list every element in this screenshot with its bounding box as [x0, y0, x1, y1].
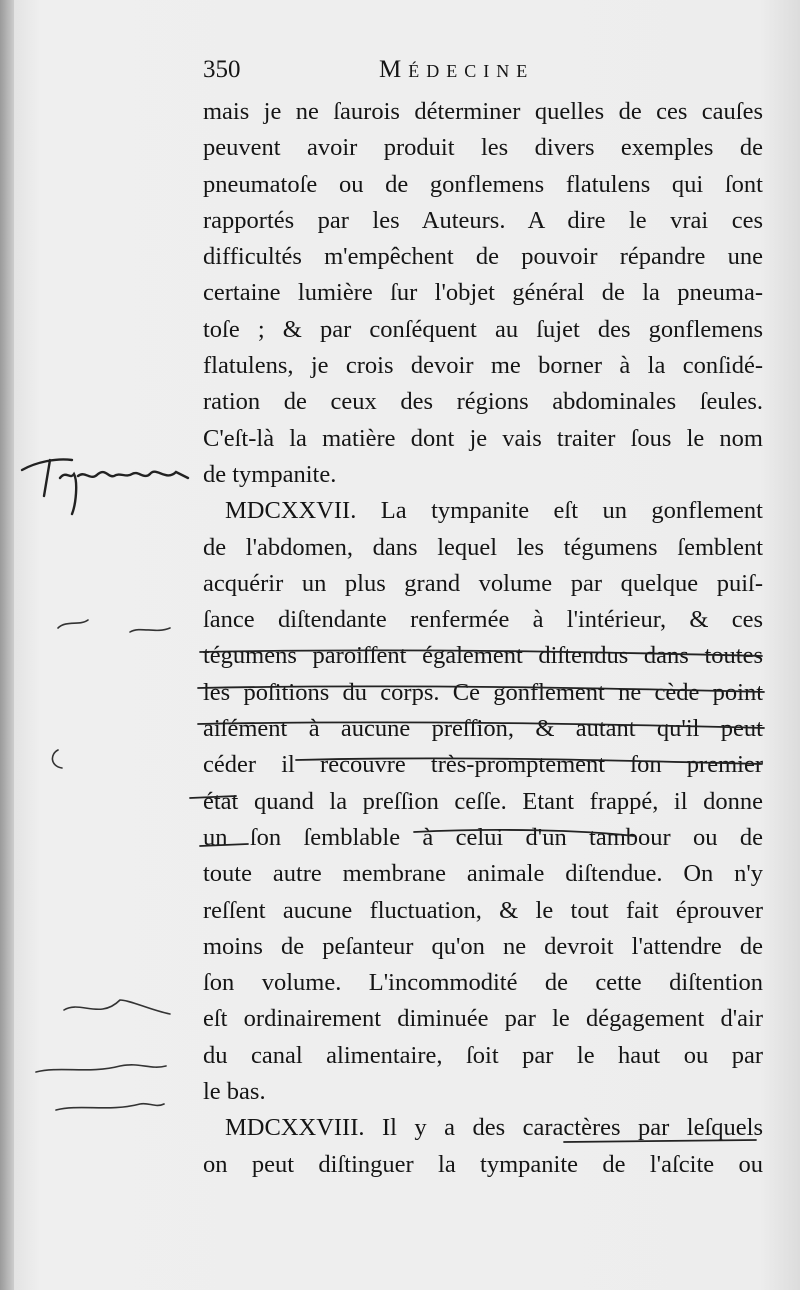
text-line: acquérir un plus grand volume par quelque puiſ- [203, 569, 763, 597]
text-line: mais je ne ſaurois déterminer quelles de ces cauſes [203, 98, 763, 125]
text-line: les poſitions du corps. Ce gonflement ne cède point [203, 678, 763, 706]
text-line: certaine lumière ſur l'objet général de la pneuma- [203, 279, 763, 307]
text-line: peuvent avoir produit les divers exemples de [203, 134, 763, 162]
handwritten-note-drawing [16, 448, 191, 518]
text-line: C'eſt-là la matière dont je vais traiter ſous le nom [203, 424, 763, 452]
page-gutter-shadow [0, 0, 14, 1290]
text-line: reſſent aucune fluctuation, & le tout fait éprouver [203, 896, 763, 924]
text-line: de l'abdomen, dans lequel les tégumens ſemblent [203, 533, 763, 561]
page-number: 350 [203, 56, 241, 83]
text-line: tégumens paroiſſent également diſtendus dans toutes [203, 642, 763, 670]
text-line: le bas. [203, 1078, 266, 1106]
text-line: céder il recouvre très-promptement ſon premier [203, 751, 763, 779]
text-line: MDCXXVII. La tympanite eſt un gonflement [225, 497, 763, 525]
text-line: moins de peſanteur qu'on ne devroit l'attendre de [203, 932, 763, 960]
text-line: pneumatoſe ou de gonflemens flatulens qui ſont [203, 170, 763, 198]
text-line: rapportés par les Auteurs. A dire le vrai ces [203, 206, 763, 234]
text-line: du canal alimentaire, ſoit par le haut ou par [203, 1041, 763, 1069]
text-line: aiſément à aucune preſſion, & autant qu'il peut [203, 715, 763, 743]
text-line: toſe ; & par conſéquent au ſujet des gonflemens [203, 315, 763, 343]
text-line: ration de ceux des régions abdominales ſeules. [203, 388, 763, 416]
text-line: difficultés m'empêchent de pouvoir répandre une [203, 243, 763, 271]
text-line: un ſon ſemblable à celui d'un tambour ou de [203, 823, 763, 851]
text-line: flatulens, je crois devoir me borner à la conſidé- [203, 352, 763, 380]
text-line: eſt ordinairement diminuée par le dégagement d'air [203, 1005, 763, 1033]
body-text-block [203, 94, 763, 1183]
text-line: MDCXXVIII. Il y a des caractères par leſquels [225, 1114, 763, 1142]
text-line: état quand la preſſion ceſſe. Etant frappé, il donne [203, 787, 763, 815]
text-line: on peut diſtinguer la tympanite de l'aſcite ou [203, 1150, 763, 1178]
text-line: de tympanite. [203, 460, 337, 488]
text-line: toute autre membrane animale diſtendue. On n'y [203, 860, 763, 888]
text-line: ſon volume. L'incommodité de cette diſtention [203, 969, 763, 997]
running-header [203, 52, 763, 88]
running-head-title: Médecine [379, 56, 535, 83]
handwritten-margin-note [16, 448, 191, 518]
text-line: ſance diſtendante renfermée à l'intérieur, & ces [203, 606, 763, 634]
